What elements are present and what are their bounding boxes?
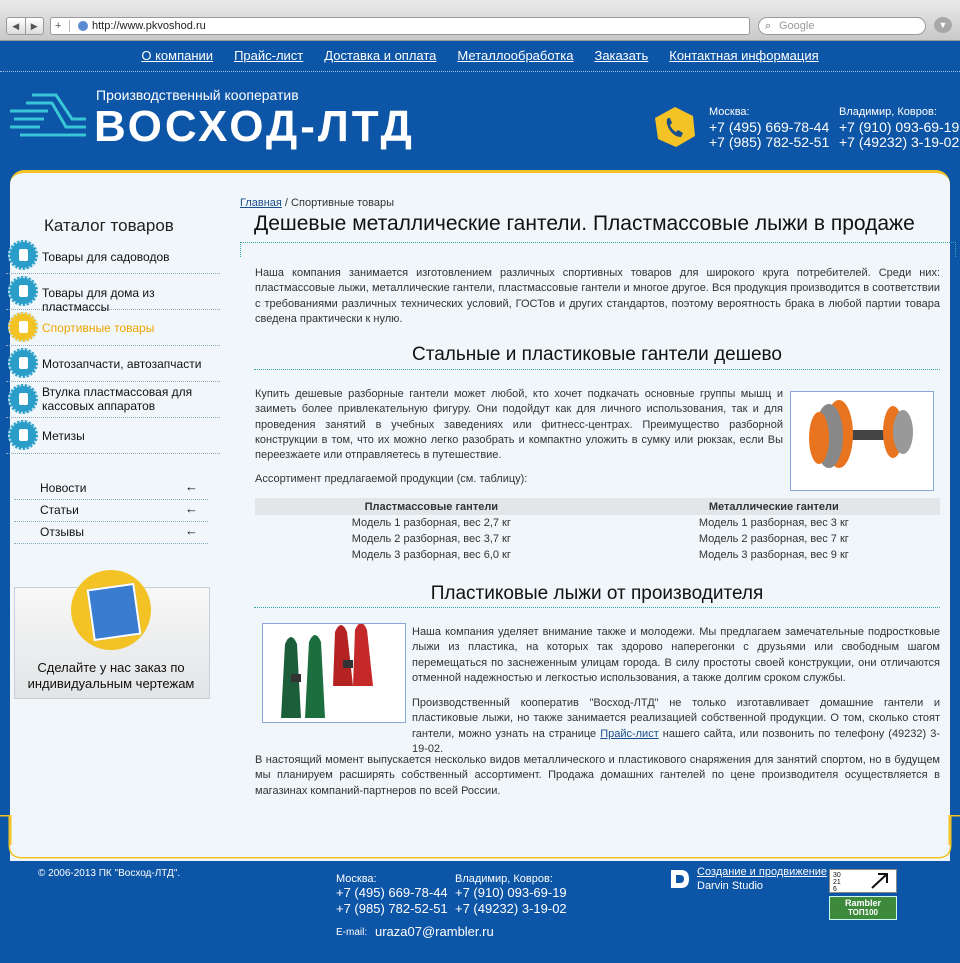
arrow-left-icon: ← bbox=[185, 501, 198, 516]
header-city-moscow: Москва: bbox=[709, 106, 750, 118]
intro-paragraph: Наша компания занимается изготовлением различных спортивных товаров для широкого круга потребителей. Среди них: пластмассовые лыжи, металлические гантели, пластмассовые гантели и многое другое. Вся продукция производится в соответствии с требованиями различных технических условий, ГОСТов и других стандартов, поэтому вероятность брака в любой партии товара сведена практически к нулю. bbox=[255, 267, 940, 325]
catalog-item-label[interactable]: Втулка пластмассовая для кассовых аппаратов bbox=[42, 385, 193, 413]
forward-arrow-icon[interactable]: ▶ bbox=[30, 21, 38, 31]
catalog-item-label[interactable]: Спортивные товары bbox=[42, 321, 155, 335]
developer-link[interactable]: Создание и продвижение bbox=[697, 866, 828, 878]
sidebar-link-reviews[interactable] bbox=[14, 521, 208, 544]
browser-toolbar bbox=[0, 0, 960, 41]
product-table bbox=[255, 498, 940, 563]
catalog-item-garden[interactable] bbox=[6, 239, 220, 274]
dumbbells-paragraph: Купить дешевые разборные гантели может любой, кто хочет подкачать основные группы мышц и заиметь более привлекательную фигуру. Они подойдут как для личного использования, так и для проведения занятий в учебных заведениях или фитнесс-центрах. Преимущество разборной конструкции в том, что их можно легко разобрать и компактно уложить в сумку или рюкзак, если Вы переезжаете или отправляетесь в путешествие. bbox=[255, 388, 783, 462]
header-tagline: Производственный кооператив bbox=[96, 87, 299, 103]
arrow-up-right-icon bbox=[870, 872, 890, 890]
footer-phone-vladimir-2: +7 (49232) 3-19-02 bbox=[455, 901, 567, 916]
coop-paragraph bbox=[412, 696, 940, 757]
custom-order-text[interactable]: Сделайте у нас заказ по индивидуальным чертежам bbox=[27, 660, 195, 691]
table-cell: Модель 1 разборная, вес 2,7 кг bbox=[351, 517, 511, 529]
table-cell: Модель 1 разборная, вес 3 кг bbox=[698, 517, 849, 529]
footer-phone-moscow-2: +7 (985) 782-52-51 bbox=[336, 901, 448, 916]
sidebar-link-news[interactable] bbox=[14, 477, 208, 500]
table-cell: Модель 3 разборная, вес 6,0 кг bbox=[351, 549, 511, 561]
table-header: Металлические гантели bbox=[608, 498, 940, 515]
browser-search[interactable] bbox=[758, 17, 926, 35]
dumbbell-image bbox=[791, 392, 933, 490]
blueprint-icon bbox=[87, 583, 142, 641]
nav-pricelist[interactable]: Прайс-лист bbox=[234, 48, 304, 63]
footer-phone-vladimir-1: +7 (910) 093-69-19 bbox=[455, 885, 567, 900]
globe-icon bbox=[78, 21, 88, 31]
catalog-item-bushing[interactable] bbox=[6, 383, 220, 418]
darvin-studio-icon bbox=[669, 868, 691, 890]
catalog-item-hardware[interactable] bbox=[6, 419, 220, 454]
skis-heading-divider bbox=[254, 607, 940, 608]
company-logo-icon[interactable] bbox=[10, 91, 90, 141]
coop-text-after: нашего сайта, или позвонить по телефону (49232) 3-19-02. bbox=[412, 727, 940, 755]
counter-numbers: 30 21 6 bbox=[833, 872, 841, 893]
footer-email[interactable]: uraza07@rambler.ru bbox=[375, 924, 494, 939]
table-header: Пластмассовые гантели bbox=[255, 498, 608, 515]
skis-paragraph: Наша компания уделяет внимание также и молодежи. Мы предлагаем замечательные подростковые лыжи из пластика, на которых так здорово наперегонки с друзьями или свободным шагом перемещаться по заснеженным улицам города. В силу простоты своей конструкции, они отличаются отменной надежностью и легкостью использования, а также долгим сроком службы. bbox=[412, 626, 940, 684]
catalog-title: Каталог товаров bbox=[44, 216, 174, 235]
dumbbell-photo[interactable] bbox=[790, 391, 934, 491]
table-cell: Модель 3 разборная, вес 9 кг bbox=[698, 549, 849, 561]
nav-about[interactable]: О компании bbox=[141, 48, 214, 63]
page-title: Дешевые металлические гантели. Пластмассовые лыжи в продаже bbox=[254, 212, 915, 235]
auto-part-icon bbox=[8, 348, 38, 378]
catalog-item-label[interactable]: Мотозапчасти, автозапчасти bbox=[42, 357, 202, 371]
nav-contacts[interactable]: Контактная информация bbox=[669, 48, 819, 63]
table-row bbox=[255, 547, 940, 563]
sidebar-link-label[interactable]: Отзывы bbox=[40, 525, 84, 539]
footer-email-label: E-mail: bbox=[336, 927, 368, 938]
browser-nav-buttons[interactable] bbox=[6, 17, 44, 35]
copyright: © 2006-2013 ПК "Восход-ЛТД". bbox=[38, 868, 181, 879]
header-phone-vladimir-2: +7 (49232) 3-19-02 bbox=[839, 134, 960, 150]
rambler-top100-badge[interactable] bbox=[829, 896, 897, 920]
table-cell: Модель 2 разборная, вес 3,7 кг bbox=[351, 533, 511, 545]
footer-city-vladimir: Владимир, Ковров: bbox=[455, 873, 553, 885]
bushing-icon bbox=[8, 384, 38, 414]
breadcrumb bbox=[240, 197, 394, 209]
address-separator bbox=[69, 20, 70, 32]
title-divider bbox=[240, 242, 956, 257]
breadcrumb-separator: / bbox=[281, 197, 292, 209]
add-bookmark-icon[interactable]: + bbox=[55, 20, 62, 32]
header-city-vladimir: Владимир, Ковров: bbox=[839, 106, 937, 118]
phone-icon bbox=[654, 106, 696, 148]
search-placeholder[interactable]: Google bbox=[779, 20, 815, 32]
rambler-top-label: ТОП100 bbox=[847, 908, 878, 917]
arrow-left-icon: ← bbox=[185, 523, 198, 538]
search-icon: ⌕ bbox=[765, 20, 772, 32]
catalog-item-label[interactable]: Товары для садоводов bbox=[42, 250, 170, 264]
brand-name[interactable]: ВОСХОД-ЛТД bbox=[94, 102, 415, 151]
sidebar-link-articles[interactable] bbox=[14, 499, 208, 522]
sidebar-link-label[interactable]: Статьи bbox=[40, 503, 79, 517]
header-phone-moscow-2: +7 (985) 782-52-51 bbox=[709, 134, 830, 150]
catalog-item-auto-parts[interactable] bbox=[6, 347, 220, 382]
pricelist-link[interactable]: Прайс-лист bbox=[600, 727, 659, 740]
skis-photo[interactable] bbox=[262, 623, 406, 723]
table-cell: Модель 2 разборная, вес 7 кг bbox=[698, 533, 849, 545]
downloads-icon[interactable]: ▼ bbox=[934, 17, 952, 33]
dumbbells-heading: Стальные и пластиковые гантели дешево bbox=[412, 344, 782, 365]
table-header-row bbox=[255, 498, 940, 515]
screw-icon bbox=[8, 420, 38, 450]
developer-name: Darvin Studio bbox=[697, 880, 764, 892]
visit-counter-badge[interactable] bbox=[829, 869, 897, 893]
catalog-item-sport[interactable] bbox=[6, 311, 220, 346]
catalog-item-label[interactable]: Товары для дома из пластмассы bbox=[42, 286, 155, 314]
table-row bbox=[255, 515, 940, 531]
content-bottom-edge bbox=[0, 815, 960, 861]
skis-heading: Пластиковые лыжи от производителя bbox=[430, 583, 764, 604]
top-nav bbox=[0, 41, 960, 72]
footer-city-moscow: Москва: bbox=[336, 873, 377, 885]
nav-order[interactable]: Заказать bbox=[594, 48, 649, 63]
catalog-item-label[interactable]: Метизы bbox=[42, 429, 85, 443]
header-phone-vladimir-1: +7 (910) 093-69-19 bbox=[839, 119, 960, 135]
header-phone-moscow-1: +7 (495) 669-78-44 bbox=[709, 119, 830, 135]
nav-metalwork[interactable]: Металлообработка bbox=[457, 48, 574, 63]
address-url[interactable]: http://www.pkvoshod.ru bbox=[92, 20, 206, 32]
bucket-icon bbox=[8, 276, 38, 306]
catalog-item-home-plastic[interactable] bbox=[6, 275, 220, 314]
final-paragraph: В настоящий момент выпускается несколько видов металлического и пластикового снаряжения для занятий спортом, но в будущем мы планируем расширять собственный ассортимент. Продажа домашних гантелей по цене производителя осуществляется в магазинах компаний-партнеров по всей России. bbox=[255, 754, 940, 797]
breadcrumb-current: Спортивные товары bbox=[291, 197, 395, 209]
sidebar-link-label[interactable]: Новости bbox=[40, 481, 87, 495]
assortment-label: Ассортимент предлагаемой продукции (см. таблицу): bbox=[255, 473, 528, 485]
rambler-label: Rambler bbox=[844, 898, 881, 908]
coop-text-before: Производственный кооператив "Восход-ЛТД" не только изготавливает домашние гантели и пластиковые лыжи, но также занимается реализацией собственной продукции. О том, сколько стоят гантели, можно узнать на странице bbox=[412, 697, 940, 740]
dumbbells-heading-divider bbox=[254, 369, 940, 370]
back-arrow-icon[interactable]: ◀ bbox=[7, 18, 26, 34]
garden-icon bbox=[8, 240, 38, 270]
sport-icon bbox=[8, 312, 38, 342]
footer-phone-moscow-1: +7 (495) 669-78-44 bbox=[336, 885, 448, 900]
table-row bbox=[255, 531, 940, 547]
breadcrumb-home[interactable]: Главная bbox=[240, 197, 282, 209]
nav-delivery[interactable]: Доставка и оплата bbox=[324, 48, 437, 63]
skis-image bbox=[263, 624, 405, 722]
arrow-left-icon: ← bbox=[185, 479, 198, 494]
address-bar[interactable] bbox=[50, 17, 750, 35]
